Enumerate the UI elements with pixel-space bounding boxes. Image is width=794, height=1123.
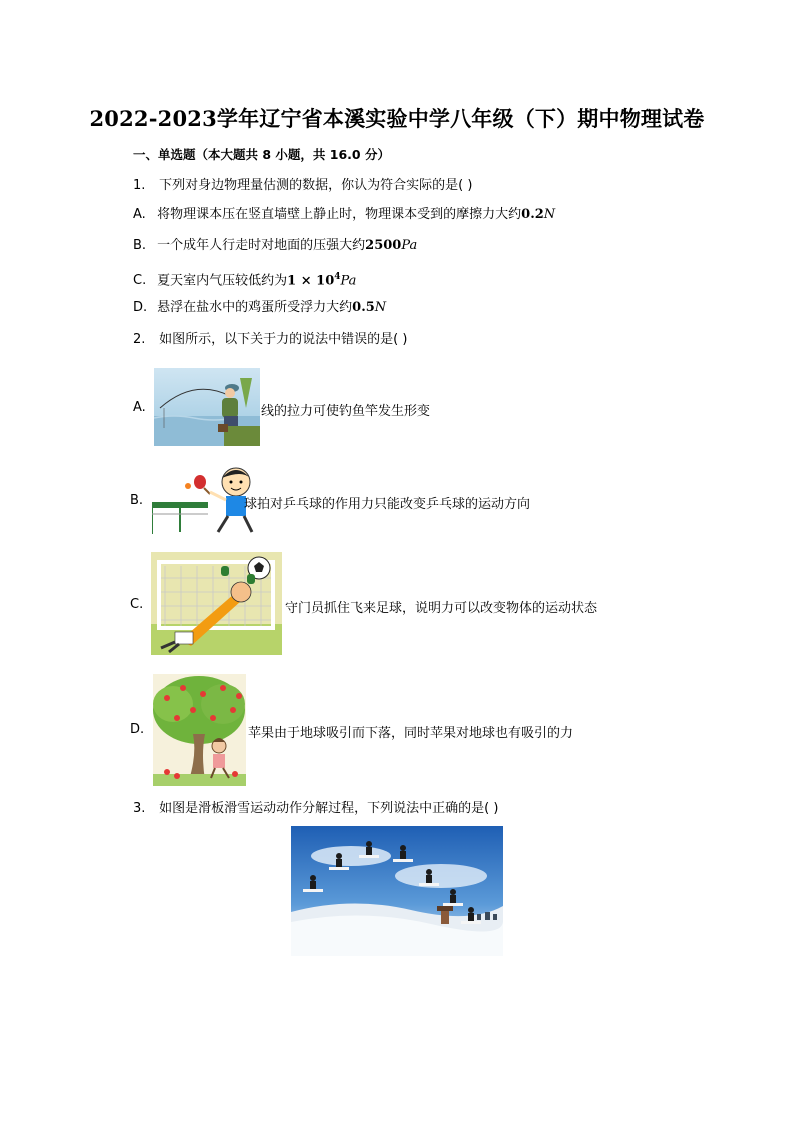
option-unit: Pa [401, 238, 418, 253]
page-title: 2022-2023学年辽宁省本溪实验中学八年级（下）期中物理试卷 [89, 106, 705, 131]
option-text: 球拍对乒乓球的作用力只能改变乒乓球的运动方向 [244, 497, 531, 512]
option-unit: N [543, 207, 556, 222]
option-text: 悬浮在盐水中的鸡蛋所受浮力大约 [157, 300, 353, 315]
option-label: B. [133, 238, 147, 253]
question-number: 3. [133, 801, 146, 816]
option-label: A. [133, 207, 146, 222]
option-text: 苹果由于地球吸引而下落，同时苹果对地球也有吸引的力 [248, 726, 574, 741]
apple-tree-illustration [153, 674, 246, 786]
section-heading: 一、单选题（本大题共 8 小题，共 16.0 分） [133, 147, 390, 162]
option-1b [133, 237, 417, 255]
table-tennis-illustration [152, 462, 258, 538]
option-value: 0.2 [521, 207, 544, 222]
option-unit: N [374, 300, 387, 315]
question-stem: 如图所示，以下关于力的说法中错误的是( ) [159, 332, 408, 347]
option-text: 守门员抓住飞来足球，说明力可以改变物体的运动状态 [285, 601, 598, 616]
option-label: A. [133, 400, 146, 415]
option-1c [133, 268, 356, 290]
option-label: D. [130, 722, 145, 737]
option-text: 一个成年人行走时对地面的压强大约 [157, 238, 366, 253]
option-text: 将物理课本压在竖直墙壁上静止时，物理课本受到的摩擦力大约 [157, 207, 522, 222]
option-1a [133, 206, 555, 224]
option-exponent: 4 [334, 272, 341, 282]
option-value: 1 × 10 [287, 273, 335, 289]
option-unit: Pa [340, 273, 357, 289]
option-label: C. [130, 597, 144, 612]
option-label: D. [133, 300, 148, 315]
fisherman-illustration [154, 368, 260, 446]
option-text: 夏天室内气压较低约为 [157, 273, 288, 289]
question-2 [133, 331, 407, 349]
question-stem: 下列对身边物理量估测的数据，你认为符合实际的是( ) [159, 178, 473, 193]
question-number: 2. [133, 332, 146, 347]
option-value: 2500 [365, 238, 402, 253]
question-1 [133, 177, 472, 195]
option-text: 线的拉力可使钓鱼竿发生形变 [261, 404, 431, 419]
question-number: 1. [133, 178, 146, 193]
option-label: B. [130, 493, 144, 508]
question-stem: 如图是滑板滑雪运动动作分解过程，下列说法中正确的是( ) [159, 801, 499, 816]
option-label: C. [133, 273, 147, 289]
snowboard-sequence-photo [291, 826, 503, 956]
option-value: 0.5 [352, 300, 375, 315]
option-1d [133, 299, 386, 317]
goalkeeper-illustration [151, 552, 282, 655]
question-3 [133, 800, 498, 818]
